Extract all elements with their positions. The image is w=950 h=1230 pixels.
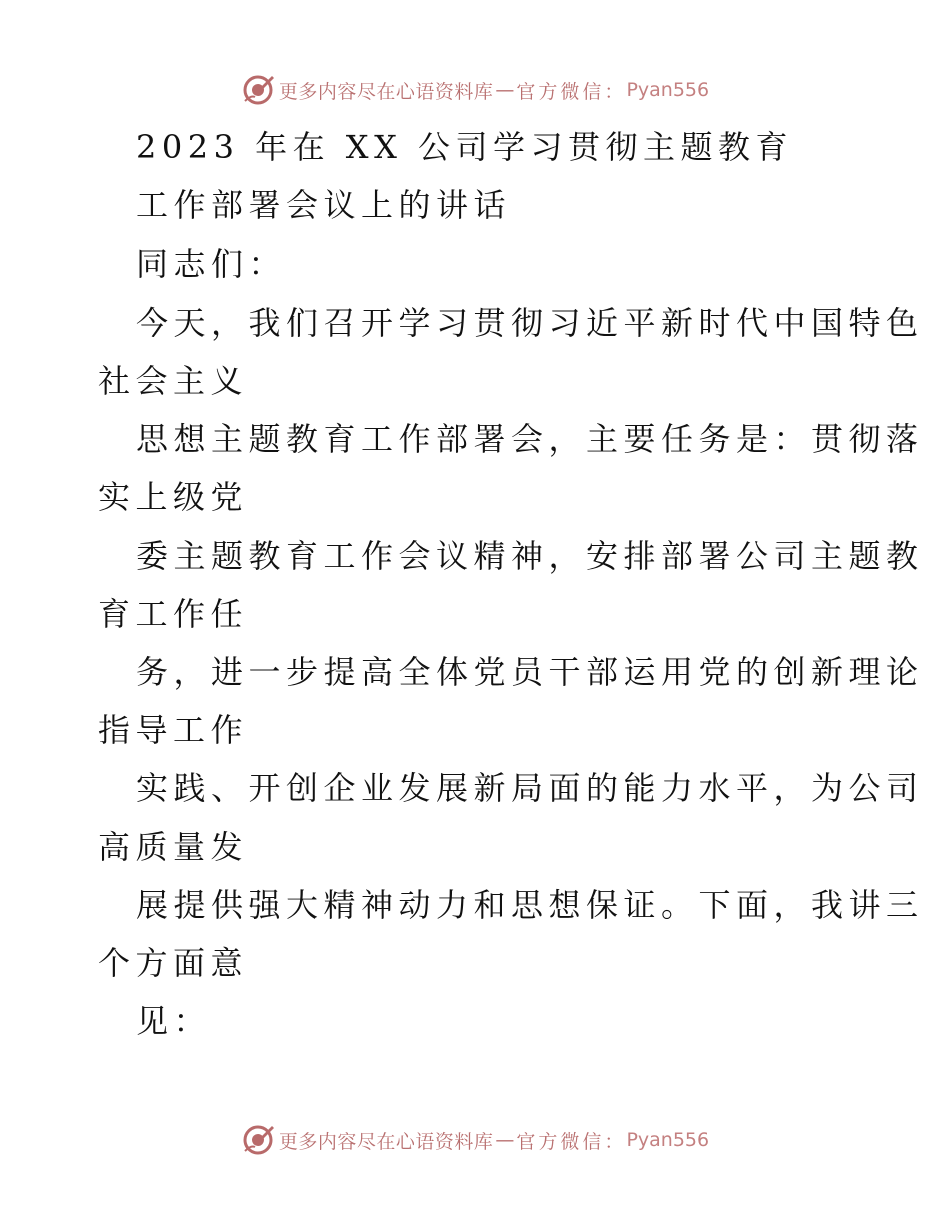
paragraph-line: 展提供强大精神动力和思想保证。下面，我讲三 — [136, 886, 924, 924]
watermark-text: 更多内容尽在心语资料库 — [278, 1130, 494, 1153]
watermark-wechat-id: Pyan556 — [626, 79, 710, 101]
document-title-line-1: 2023 年在 XX 公司学习贯彻主题教育 — [136, 128, 794, 166]
paragraph-line: 见： — [136, 1002, 212, 1040]
watermark-wechat-id: Pyan556 — [626, 1129, 710, 1151]
watermark-text: 更多内容尽在心语资料库 — [278, 80, 494, 103]
watermark-label: 官方微信： — [516, 1130, 627, 1153]
pen-logo-icon — [241, 1123, 275, 1157]
paragraph-line: 实践、开创企业发展新局面的能力水平，为公司 — [136, 769, 924, 807]
paragraph-line: 育工作任 — [98, 595, 249, 633]
paragraph-line: 高质量发 — [98, 828, 249, 866]
paragraph-line: 社会主义 — [98, 362, 249, 400]
watermark-separator: — — [495, 79, 515, 101]
paragraph-line: 个方面意 — [98, 944, 249, 982]
salutation: 同志们： — [136, 245, 287, 283]
pen-logo-icon — [241, 73, 275, 107]
footer-watermark — [0, 1120, 950, 1160]
paragraph-line: 实上级党 — [98, 478, 249, 516]
paragraph-line: 今天，我们召开学习贯彻习近平新时代中国特色 — [136, 304, 924, 342]
header-watermark — [0, 70, 950, 110]
watermark-separator: — — [495, 1129, 515, 1151]
paragraph-line: 指导工作 — [98, 711, 249, 749]
watermark-label: 官方微信： — [516, 80, 627, 103]
document-title-line-2: 工作部署会议上的讲话 — [136, 186, 512, 224]
paragraph-line: 思想主题教育工作部署会，主要任务是：贯彻落 — [136, 420, 924, 458]
paragraph-line: 委主题教育工作会议精神，安排部署公司主题教 — [136, 537, 924, 575]
paragraph-line: 务，进一步提高全体党员干部运用党的创新理论 — [136, 653, 924, 691]
